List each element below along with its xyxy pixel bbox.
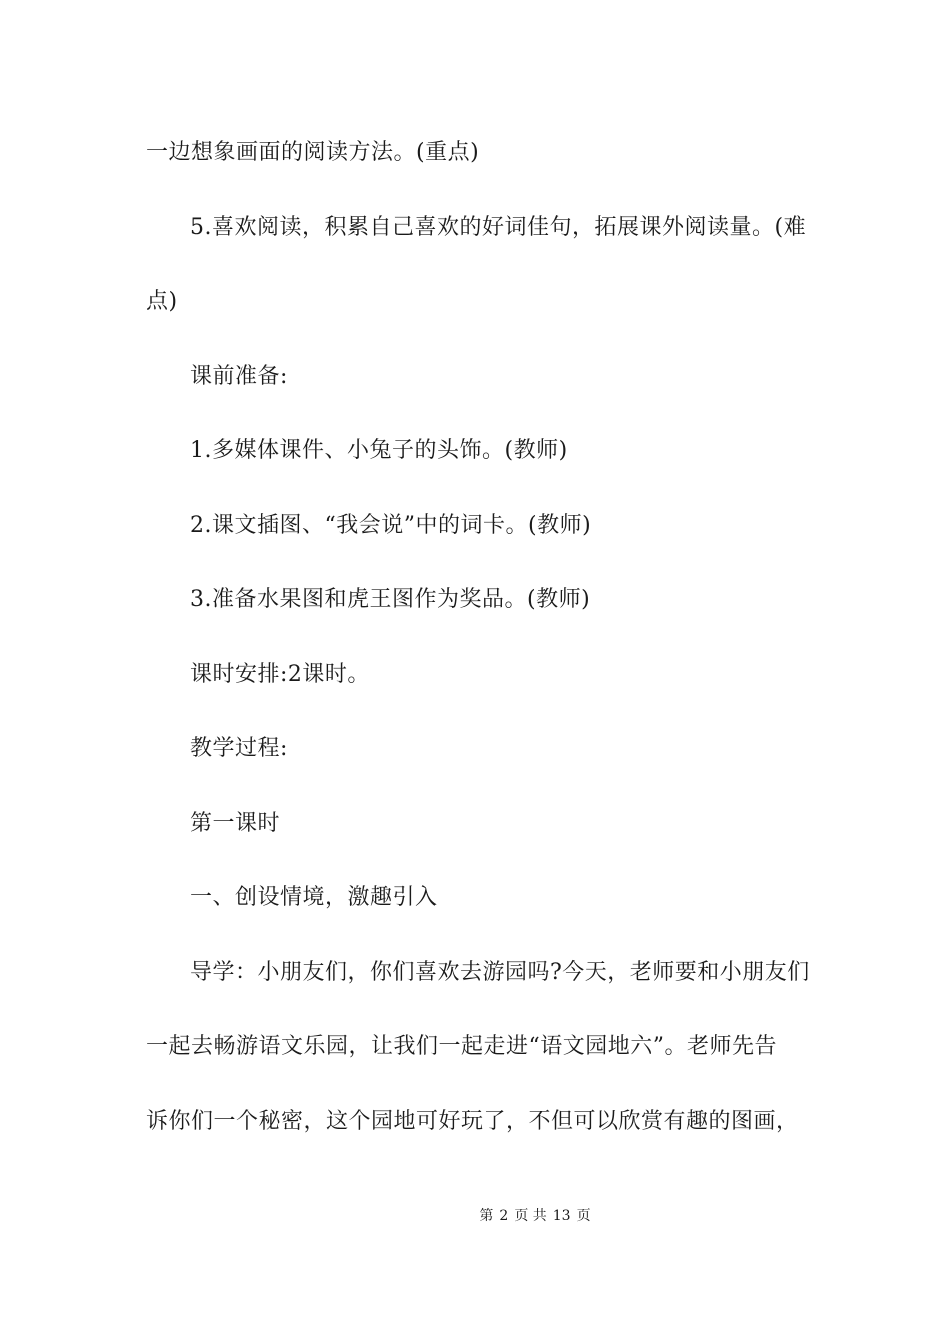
footer-label-of: 页 共 [514,1208,547,1224]
text-line-13: 一起去畅游语文乐园，让我们一起走进“语文园地六”。老师先告 [146,1034,777,1059]
footer-current-page: 2 [499,1208,509,1224]
text-line-5: 1.多媒体课件、小兔子的头饰。(教师) [190,438,568,463]
text-line-2: 5.喜欢阅读，积累自己喜欢的好词佳句，拓展课外阅读量。(难 [190,215,807,240]
text-line-1: 一边想象画面的阅读方法。(重点) [146,140,480,165]
text-line-10: 第一课时 [190,811,281,836]
text-line-8: 课时安排:2课时。 [190,662,370,687]
footer-label-end: 页 [576,1208,591,1224]
text-line-11: 一、创设情境，激趣引入 [190,885,438,910]
footer-label-page: 第 [479,1208,494,1224]
text-line-4: 课前准备: [190,364,288,389]
footer-total-pages: 13 [552,1208,571,1224]
text-line-6: 2.课文插图、“我会说”中的词卡。(教师) [190,513,592,538]
text-line-9: 教学过程: [190,736,288,761]
text-line-12: 导学：小朋友们，你们喜欢去游园吗?今天，老师要和小朋友们 [190,960,810,985]
text-line-14: 诉你们一个秘密，这个园地可好玩了，不但可以欣赏有趣的图画， [146,1109,799,1134]
page-footer [0,1206,950,1226]
text-line-3: 点) [146,289,178,314]
text-line-7: 3.准备水果图和虎王图作为奖品。(教师) [190,587,591,612]
